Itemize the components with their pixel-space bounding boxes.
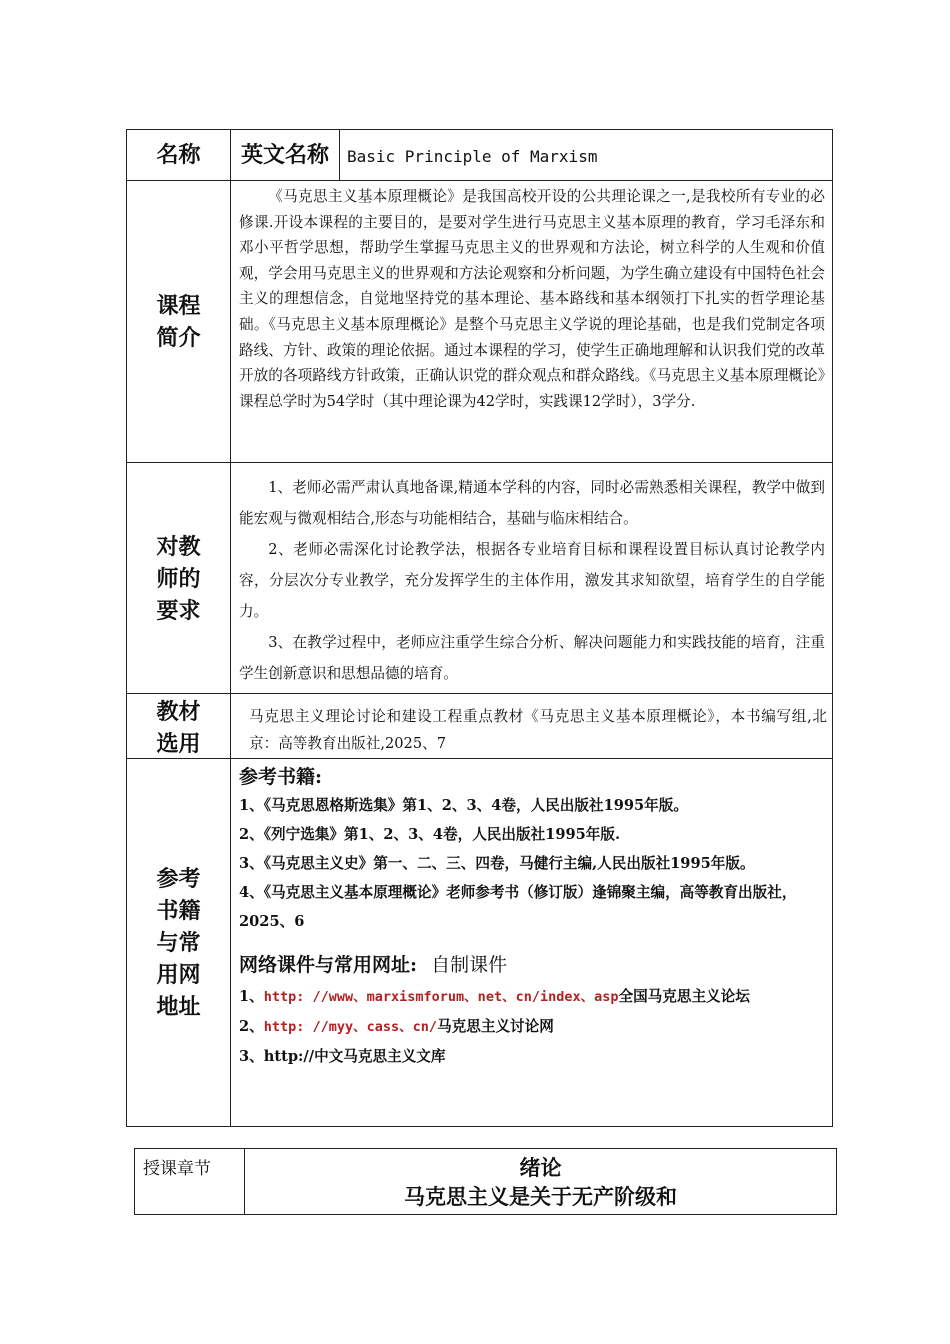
references-label-line: 用网 xyxy=(156,962,201,988)
textbook-label-line: 教材 xyxy=(156,699,201,725)
link-item[interactable] xyxy=(239,1012,827,1042)
link-item[interactable] xyxy=(239,1042,827,1071)
web-heading: 网络课件与常用网址: xyxy=(239,954,418,976)
intro-text: 《马克思主义基本原理概论》是我国高校开设的公共理论课之一,是我校所有专业的必修课.开设本课程的主要目的，是要对学生进行马克思主义基本原理的教育，学习毛泽东和邓小平哲学思想，帮助学生掌握马克思主义的世界观和方法论，树立科学的人生观和价值观，学会用马克思主义的世界观和方法论观察和分析问题，为学生确立建设有中国特色社会主义的理想信念，自觉地坚持党的基本理论、基本路线和基本纲领打下扎实的哲学理论基础。《马克思主义基本原理概论》是整个马克思主义学说的理论基础，也是我们党制定各项路线、方针、政策的理论依据。通过本课程的学习，使学生正确地理解和认识我们党的改革开放的各项路线方针政策，正确认识党的群众观点和群众路线。《马克思主义基本原理概论》课程总学时为54学时（其中理论课为42学时，实践课12学时），3学分. xyxy=(239,188,825,410)
references-label-line: 书籍 xyxy=(156,898,201,924)
link-prefix: 2、 xyxy=(239,1018,264,1035)
teacher-req-item: 3、在教学过程中，老师应注重学生综合分析、解决问题能力和实践技能的培育，注重学生创新意识和思想品德的培育。 xyxy=(239,634,825,682)
link-url[interactable]: http: //myy、cass、cn/ xyxy=(263,1019,438,1035)
link-prefix: 3、 xyxy=(239,1048,264,1065)
reference-book: 1、《马克思恩格斯选集》第1、2、3、4卷，人民出版社1995年版。 xyxy=(239,797,688,814)
teacher-req-label-line: 要求 xyxy=(156,598,201,624)
chapter-title-line: 绪论 xyxy=(519,1155,562,1180)
link-name: 全国马克思主义论坛 xyxy=(618,988,750,1005)
references-heading: 参考书籍: xyxy=(239,766,323,788)
chapter-title-line: 马克思主义是关于无产阶级和 xyxy=(404,1184,677,1209)
textbook-label-line: 选用 xyxy=(156,731,201,757)
web-heading-line xyxy=(239,950,827,980)
link-item[interactable] xyxy=(239,982,827,1012)
references-label xyxy=(127,863,230,1023)
chapter-title xyxy=(245,1153,836,1211)
reference-book: 3、《马克思主义史》第一、二、三、四卷，马健行主编,人民出版社1995年版。 xyxy=(239,855,755,872)
name-label: 名称 xyxy=(156,142,201,168)
course-info-table xyxy=(126,129,833,1127)
row-divider xyxy=(127,758,832,759)
teacher-req-item: 2、老师必需深化讨论教学法，根据各专业培育目标和课程设置目标认真讨论教学内容，分层次分专业教学，充分发挥学生的主体作用，激发其求知欲望，培育学生的自学能力。 xyxy=(239,541,825,620)
teacher-req-label xyxy=(127,531,230,627)
intro-label-line: 简介 xyxy=(156,325,201,351)
references-content xyxy=(239,763,827,1071)
link-name: 中文马克思主义文库 xyxy=(314,1048,446,1065)
intro-label xyxy=(127,290,230,354)
chapter-table xyxy=(134,1148,837,1215)
english-name-value: Basic Principle of Marxism xyxy=(347,147,598,166)
reference-book: 4、《马克思主义基本原理概论》老师参考书（修订版）逢锦聚主编，高等教育出版社，2025、6 xyxy=(239,884,797,930)
link-name: 马克思主义讨论网 xyxy=(437,1018,554,1035)
textbook-text: 马克思主义理论讨论和建设工程重点教材《马克思主义基本原理概论》，本书编写组,北京：高等教育出版社,2025、7 xyxy=(249,708,827,752)
teacher-req-item: 1、老师必需严肃认真地备课,精通本学科的内容，同时必需熟悉相关课程，教学中做到能宏观与微观相结合,形态与功能相结合，基础与临床相结合。 xyxy=(239,479,825,527)
teacher-req-label-line: 对教 xyxy=(156,534,201,560)
intro-label-line: 课程 xyxy=(156,293,201,319)
row-divider xyxy=(127,180,832,181)
textbook-label xyxy=(127,696,230,760)
teacher-req-label-line: 师的 xyxy=(156,566,201,592)
row-divider xyxy=(127,693,832,694)
english-name-label: 英文名称 xyxy=(240,142,329,168)
link-prefix: 1、 xyxy=(239,988,264,1005)
label-column-divider xyxy=(230,130,231,1126)
references-label-line: 地址 xyxy=(156,994,201,1020)
row-divider xyxy=(127,462,832,463)
teacher-req-list xyxy=(239,472,825,689)
header-divider xyxy=(339,130,340,180)
link-url[interactable]: http: //www、marxismforum、net、cn/index、asp xyxy=(263,989,619,1005)
link-url[interactable]: http:// xyxy=(263,1048,315,1065)
chapter-label: 授课章节 xyxy=(143,1159,211,1179)
web-heading-value: 自制课件 xyxy=(431,954,508,976)
reference-book: 2、《列宁选集》第1、2、3、4卷，人民出版社1995年版. xyxy=(239,826,621,843)
references-label-line: 与常 xyxy=(156,930,201,956)
references-label-line: 参考 xyxy=(156,866,201,892)
